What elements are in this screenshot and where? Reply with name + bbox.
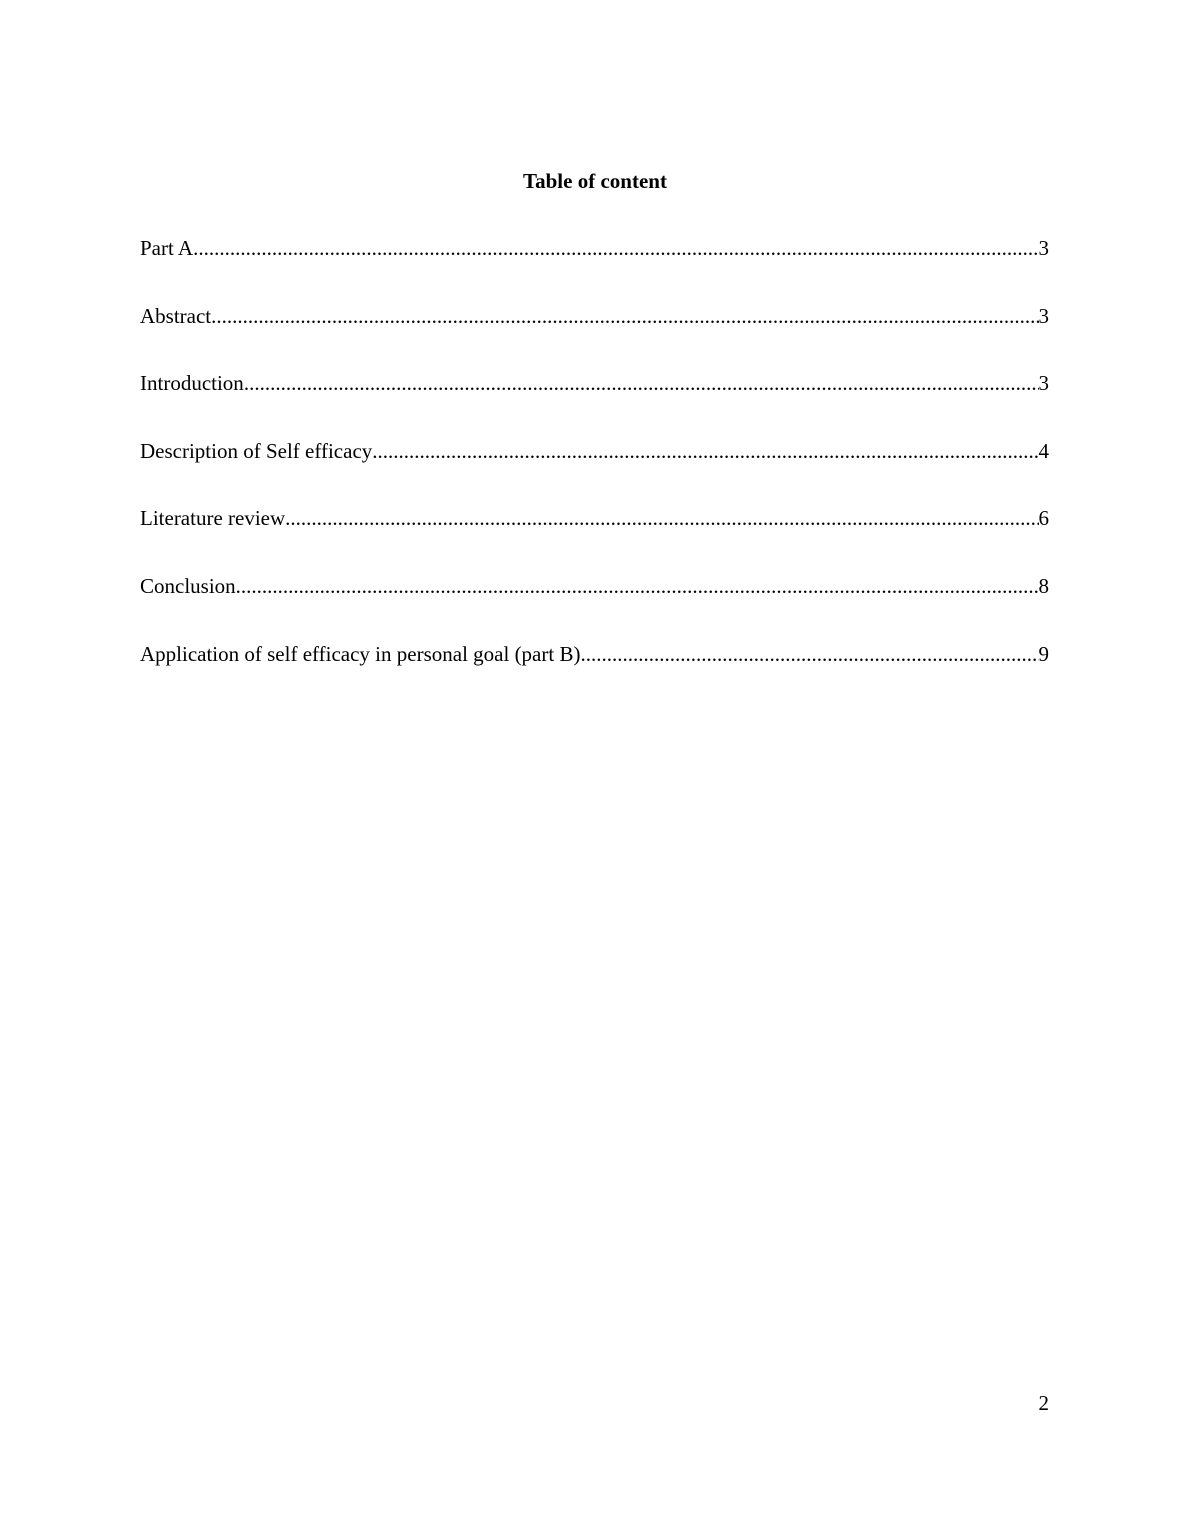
toc-entry-part-a[interactable]	[140, 234, 1049, 302]
toc-entry-label: Introduction	[140, 371, 244, 396]
toc-heading: Table of content	[523, 169, 667, 193]
toc-dot-leader	[211, 302, 1038, 330]
toc-entry-abstract[interactable]	[140, 302, 1049, 370]
toc-entry-page: 3	[1038, 236, 1049, 260]
toc-entry-page: 3	[1038, 303, 1049, 328]
toc-entry-introduction[interactable]	[140, 369, 1049, 437]
toc-dot-leader	[236, 572, 1039, 600]
toc-entry-application-of-self-efficacy[interactable]	[140, 640, 1049, 708]
toc-entry-description-of-self-efficacy[interactable]	[140, 437, 1049, 505]
toc-entry-page: 3	[1038, 371, 1049, 396]
toc-entry-label: Part A	[140, 236, 194, 260]
toc-list	[140, 234, 1049, 707]
toc-entry-label: Description of Self efficacy	[140, 438, 373, 463]
toc-entry-literature-review[interactable]	[140, 504, 1049, 572]
toc-entry-label: Conclusion	[140, 573, 236, 598]
toc-dot-leader	[372, 437, 1038, 465]
toc-entry-page: 6	[1038, 506, 1049, 531]
toc-dot-leader	[193, 234, 1038, 262]
toc-entry-conclusion[interactable]	[140, 572, 1049, 640]
toc-dot-leader	[244, 369, 1039, 397]
toc-dot-leader	[580, 640, 1038, 668]
toc-entry-label: Literature review	[140, 506, 286, 531]
toc-dot-leader	[285, 504, 1038, 532]
toc-entry-page: 4	[1038, 438, 1049, 463]
toc-entry-page: 9	[1038, 641, 1049, 666]
toc-entry-page: 8	[1038, 573, 1049, 598]
page-number: 2	[1038, 1391, 1049, 1415]
toc-entry-label: Abstract	[140, 303, 212, 328]
toc-entry-label: Application of self efficacy in personal goal (part B)	[140, 641, 581, 666]
